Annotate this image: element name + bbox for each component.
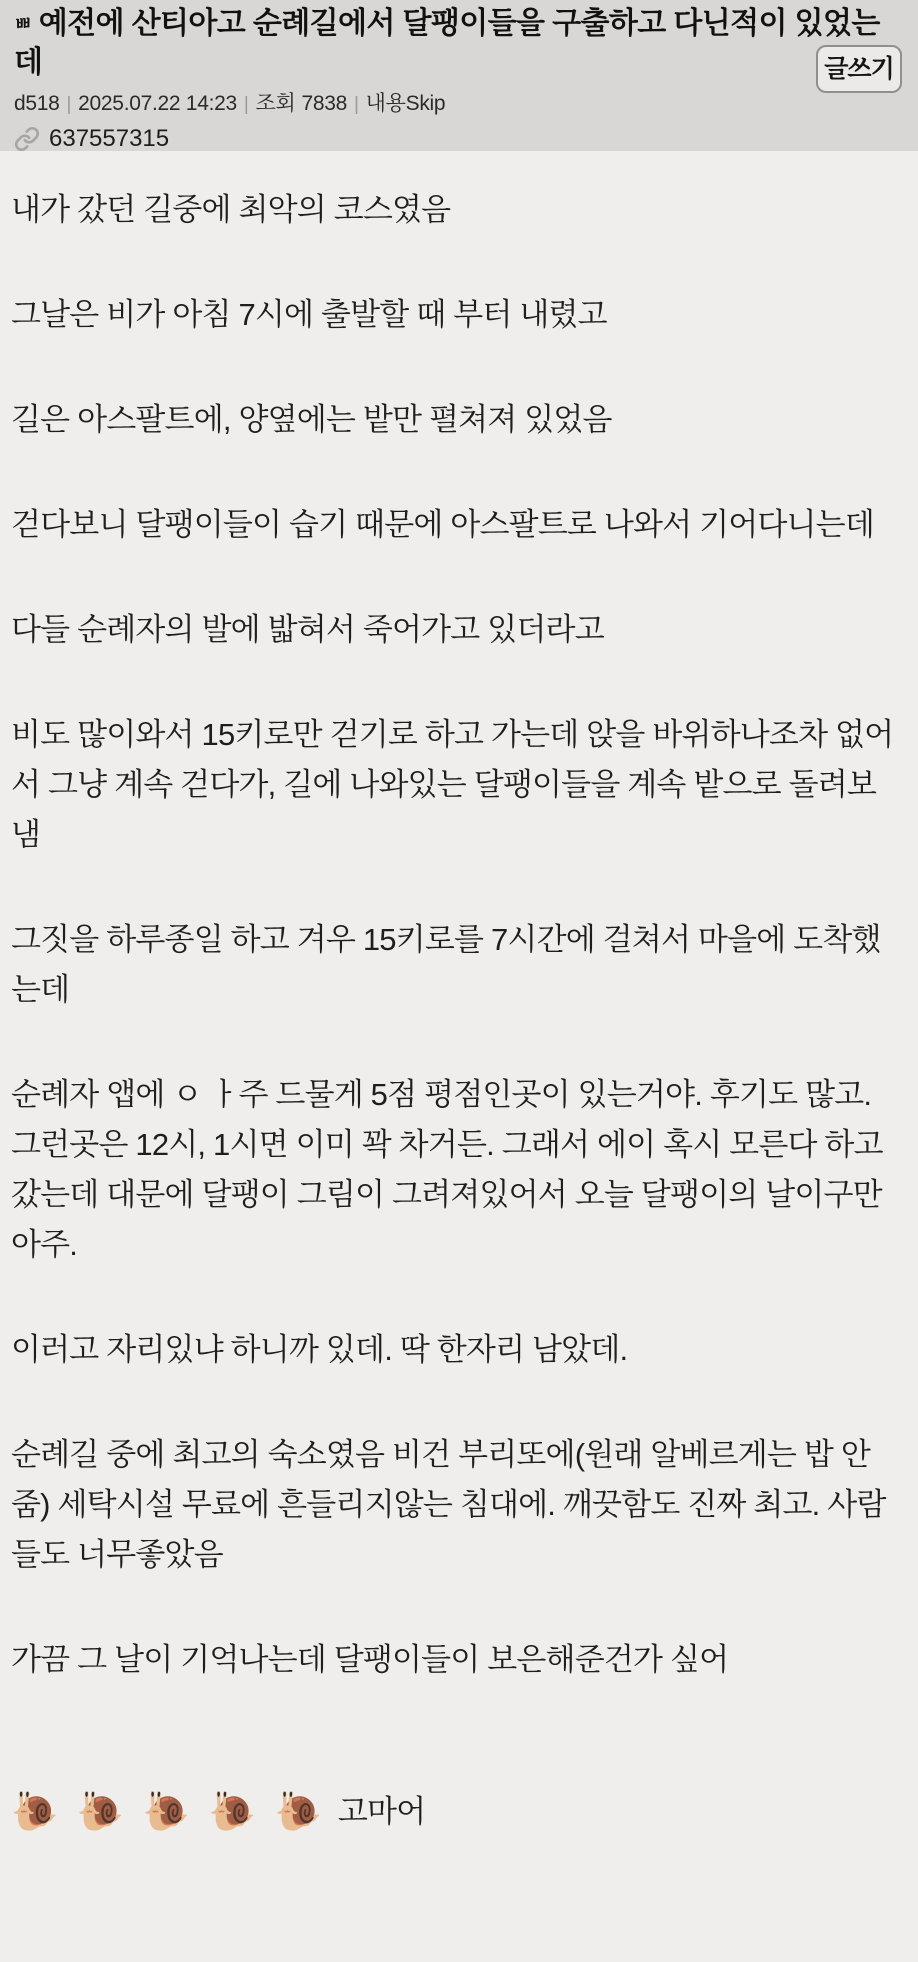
paragraph: 이러고 자리있냐 하니까 있데. 딱 한자리 남았데. [11, 1332, 628, 1367]
author-name: d518 [14, 92, 60, 115]
paragraph: 내가 갔던 길중에 최악의 코스였음 [11, 192, 451, 227]
thanks-text: 고마어 [337, 1794, 426, 1829]
post-datetime: 2025.07.22 14:23 [78, 92, 237, 115]
paragraph: 순례길 중에 최고의 숙소였음 비건 부리또에(원래 알베르게는 밥 안줌) 세탁시설 무료에 흔들리지않는 침대에. 깨끗함도 진짜 최고. 사람들도 너무좋았음 [11, 1437, 886, 1572]
post-link-row[interactable] [14, 125, 169, 153]
post-header [0, 0, 918, 151]
paragraph: 순례자 앱에 ㅇ ㅏ주 드물게 5점 평점인곳이 있는거야. 후기도 많고. 그런곳은 12시, 1시면 이미 꽉 차거든. 그래서 에이 혹시 모른다 하고 갔는데 대문에 달팽이 그림이 그려져있어서 오늘 달팽이의 날이구만 아주. [11, 1077, 883, 1262]
meta-separator: | [243, 94, 249, 115]
footer-line [11, 1787, 904, 1837]
paragraph: 비도 많이와서 15키로만 걷기로 하고 가는데 앉을 바위하나조차 없어서 그냥 계속 걷다가, 길에 나와있는 달팽이들을 계속 밭으로 돌려보냄 [11, 717, 894, 852]
post-title [14, 4, 904, 82]
paragraph: 길은 아스팔트에, 양옆에는 밭만 펼쳐져 있었음 [11, 402, 612, 437]
gallery-badge: ㅃ [14, 14, 32, 35]
views-label: 조회 [255, 92, 296, 115]
write-post-button[interactable]: 글쓰기 [816, 45, 902, 93]
snail-emojis: 🐌 🐌 🐌 🐌 🐌 [11, 1791, 326, 1833]
post-meta [14, 87, 904, 117]
link-icon [14, 126, 40, 152]
paragraph: 다들 순례자의 발에 밟혀서 죽어가고 있더라고 [11, 612, 604, 647]
post-body [0, 151, 918, 1837]
paragraph: 그짓을 하루종일 하고 겨우 15키로를 7시간에 걸쳐서 마을에 도착했는데 [11, 922, 881, 1007]
meta-separator: | [66, 94, 72, 115]
views-count: 7838 [301, 92, 348, 115]
paragraph: 그날은 비가 아침 7시에 출발할 때 부터 내렸고 [11, 297, 607, 332]
content-skip-link[interactable]: 내용Skip [365, 92, 446, 115]
paragraph: 걷다보니 달팽이들이 습기 때문에 아스팔트로 나와서 기어다니는데 [11, 507, 874, 542]
paragraph: 가끔 그 날이 기억나는데 달팽이들이 보은해준건가 싶어 [11, 1642, 729, 1677]
post-number: 637557315 [49, 125, 170, 152]
post-title-text: 예전에 산티아고 순례길에서 달팽이들을 구출하고 다닌적이 있었는데 [14, 7, 880, 79]
meta-separator: | [354, 94, 359, 115]
